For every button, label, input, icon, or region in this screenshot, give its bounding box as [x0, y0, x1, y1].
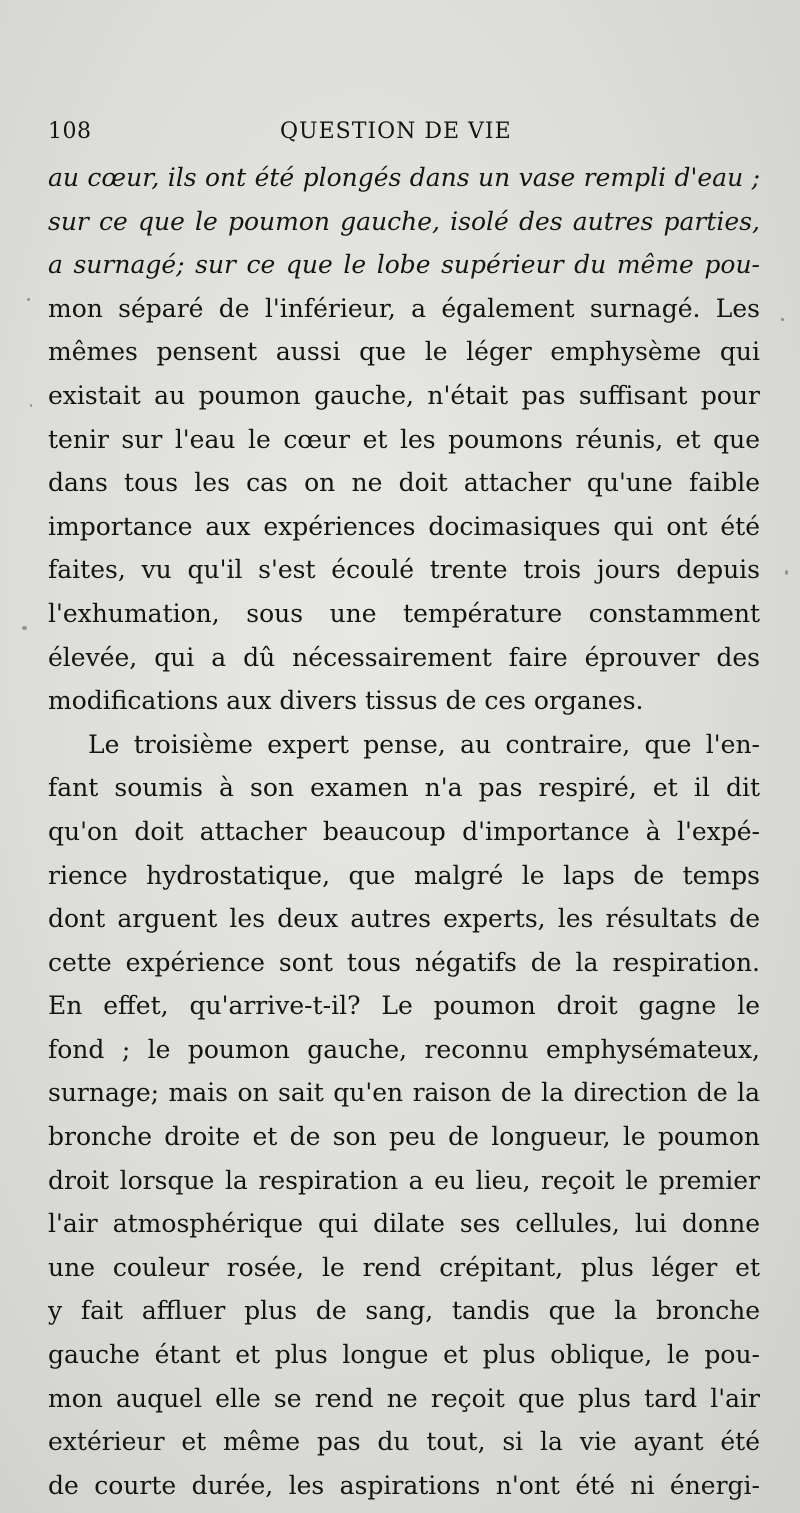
text-line: a surnagé; sur ce que le lobe supérieur du même pou- [48, 250, 760, 280]
text-line: sur ce que le poumon gauche, isolé des autres parties, [48, 206, 760, 236]
page-number: 108 [48, 119, 92, 144]
text-line: qu'on doit attacher beaucoup d'importance à l'expé- [48, 816, 760, 846]
text-line: dont arguent les deux autres experts, les résultats de [48, 904, 760, 934]
text-line: fond ; le poumon gauche, reconnu emphysémateux, [48, 1034, 760, 1064]
text-line: mêmes pensent aussi que le léger emphysème qui [48, 337, 760, 367]
text-line: une couleur rosée, le rend crépitant, plus léger et [48, 1252, 760, 1282]
text-line: En effet, qu'arrive-t-il? Le poumon droit gagne le [48, 991, 760, 1021]
running-head: QUESTION DE VIE [280, 119, 512, 144]
text-line: surnage; mais on sait qu'en raison de la direction de la [48, 1078, 760, 1108]
body-text [48, 156, 760, 1507]
text-line: au cœur, ils ont été plongés dans un vase rempli d'eau ; [48, 163, 760, 192]
text-line: faites, vu qu'il s'est écoulé trente trois jours depuis [48, 555, 760, 585]
text-line: élevée, qui a dû nécessairement faire éprouver des [48, 642, 760, 672]
text-line: dans tous les cas on ne doit attacher qu'une faible [48, 468, 760, 498]
paragraph-start-line: Le troisième expert pense, au contraire, que l'en- [88, 729, 760, 759]
text-line: rience hydrostatique, que malgré le laps de temps [48, 860, 760, 890]
text-line: bronche droite et de son peu de longueur, le poumon [48, 1122, 760, 1152]
text-line: gauche étant et plus longue et plus oblique, le pou- [48, 1340, 760, 1370]
text-line: fant soumis à son examen n'a pas respiré, et il dit [48, 773, 760, 803]
text-line: droit lorsque la respiration a eu lieu, reçoit le premier [48, 1165, 760, 1195]
text-line: extérieur et même pas du tout, si la vie ayant été [48, 1427, 760, 1457]
text-line: y fait affluer plus de sang, tandis que la bronche [48, 1296, 760, 1326]
text-line: existait au poumon gauche, n'était pas suffisant pour [48, 380, 760, 410]
page-header [48, 119, 752, 149]
text-line: tenir sur l'eau le cœur et les poumons réunis, et que [48, 424, 760, 454]
text-line: importance aux expériences docimasiques qui ont été [48, 511, 760, 541]
text-line: cette expérience sont tous négatifs de la respiration. [48, 947, 760, 977]
text-line: mon séparé de l'inférieur, a également surnagé. Les [48, 293, 760, 323]
paragraph-end-line: modifications aux divers tissus de ces organes. [48, 686, 644, 716]
text-line: mon auquel elle se rend ne reçoit que plus tard l'air [48, 1383, 760, 1413]
text-line: l'air atmosphérique qui dilate ses cellules, lui donne [48, 1209, 760, 1239]
text-line: l'exhumation, sous une température constamment [48, 598, 760, 628]
text-line: de courte durée, les aspirations n'ont été ni énergi- [48, 1470, 760, 1500]
